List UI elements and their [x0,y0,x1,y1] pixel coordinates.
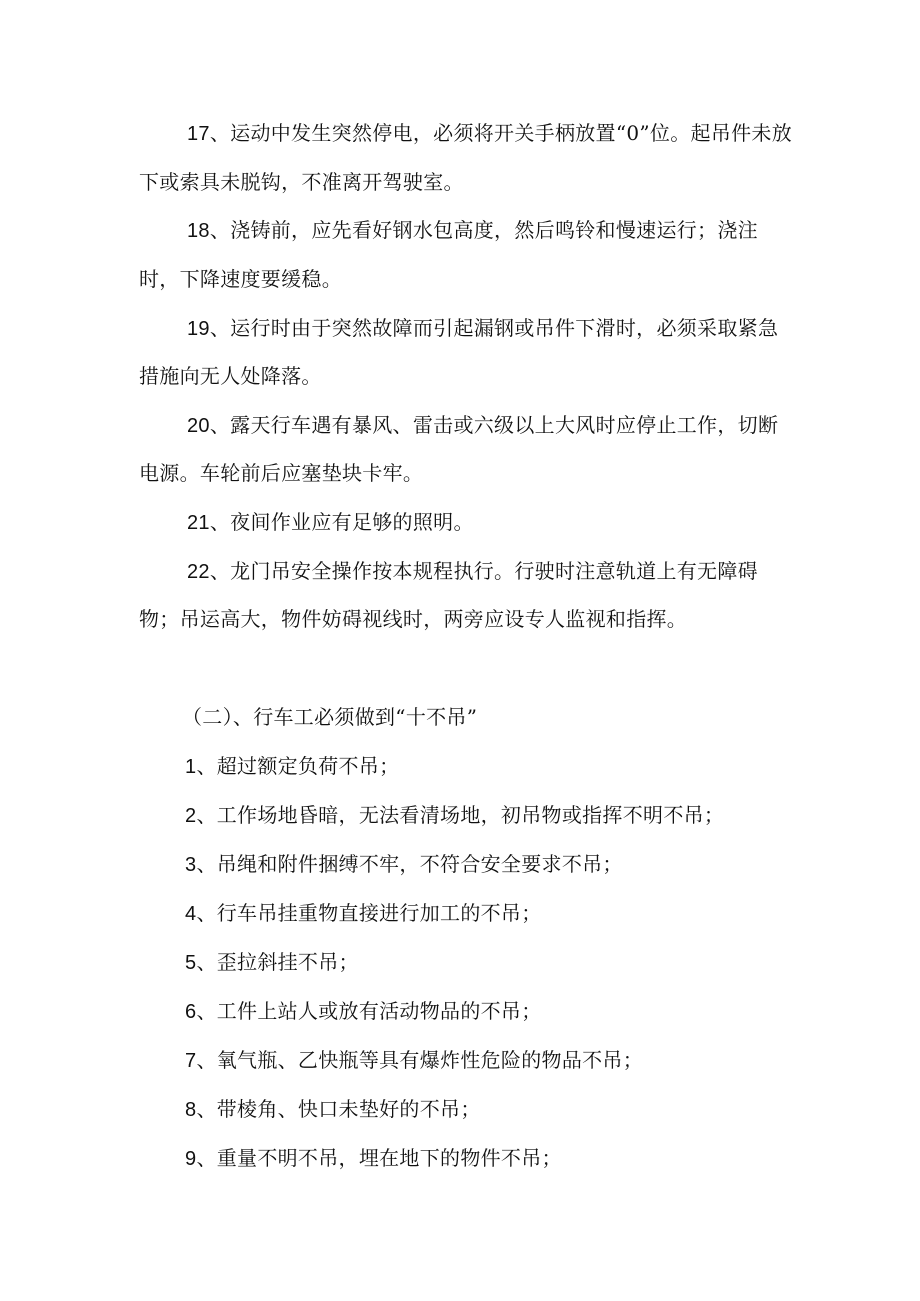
item-text: 、带棱角、快口未垫好的不吊； [196,1097,481,1121]
item-number: 6 [185,1001,197,1023]
rule-21-line-1 [187,510,474,535]
rule-number: 18 [187,220,210,242]
rule-number: 20 [187,415,210,437]
list-item [185,1097,481,1122]
item-text: 、歪拉斜挂不吊； [196,950,359,974]
item-text: 、行车吊挂重物直接进行加工的不吊； [196,901,542,925]
rule-number: 17 [187,123,210,145]
item-number: 8 [185,1099,197,1121]
item-number: 5 [185,952,197,974]
rule-22-line-1 [187,559,758,584]
rule-17-line-2: 下或索具未脱钩，不准离开驾驶室。 [139,170,464,194]
rule-19-line-2: 措施向无人处降落。 [139,364,322,388]
item-number: 9 [185,1148,197,1170]
item-text: 、重量不明不吊，埋在地下的物件不吊； [196,1146,562,1170]
rule-text: 、龙门吊安全操作按本规程执行。行驶时注意轨道上有无障碍 [209,559,758,583]
rule-18-line-2: 时，下降速度要缓稳。 [139,267,342,291]
list-item [185,999,542,1024]
rule-20-line-2: 电源。车轮前后应塞垫块卡牢。 [139,461,424,485]
rule-text: 、运动中发生突然停电，必须将开关手柄放置“0”位。起吊件未放 [209,121,793,145]
rule-20-line-1 [187,413,778,438]
section-heading: （二）、行车工必须做到“十不吊” [182,705,478,729]
rule-number: 22 [187,561,210,583]
item-number: 3 [185,854,197,876]
rule-number: 19 [187,318,210,340]
item-text: 、超过额定负荷不吊； [196,754,400,778]
item-text: 、吊绳和附件捆缚不牢，不符合安全要求不吊； [196,852,623,876]
rule-18-line-1 [187,218,758,243]
rule-text: 、露天行车遇有暴风、雷击或六级以上大风时应停止工作，切断 [209,413,779,437]
rule-19-line-1 [187,316,778,341]
rule-number: 21 [187,512,210,534]
item-number: 7 [185,1050,197,1072]
item-number: 2 [185,805,197,827]
list-item [185,803,724,828]
list-item [185,950,359,975]
list-item [185,901,542,926]
rule-22-line-2: 物；吊运高大，物件妨碍视线时，两旁应设专人监视和指挥。 [139,607,688,631]
rule-text: 、浇铸前，应先看好钢水包高度，然后鸣铃和慢速运行；浇注 [209,218,758,242]
rule-text: 、夜间作业应有足够的照明。 [209,510,474,534]
list-item [185,852,623,877]
list-item [185,1146,562,1171]
item-number: 1 [185,756,197,778]
rule-17-line-1 [187,121,792,146]
rule-text: 、运行时由于突然故障而引起漏钢或吊件下滑时，必须采取紧急 [209,316,779,340]
item-number: 4 [185,903,197,925]
list-item [185,1048,643,1073]
item-text: 、氧气瓶、乙快瓶等具有爆炸性危险的物品不吊； [196,1048,644,1072]
item-text: 、工件上站人或放有活动物品的不吊； [196,999,542,1023]
item-text: 、工作场地昏暗，无法看清场地，初吊物或指挥不明不吊； [196,803,725,827]
list-item [185,754,399,779]
